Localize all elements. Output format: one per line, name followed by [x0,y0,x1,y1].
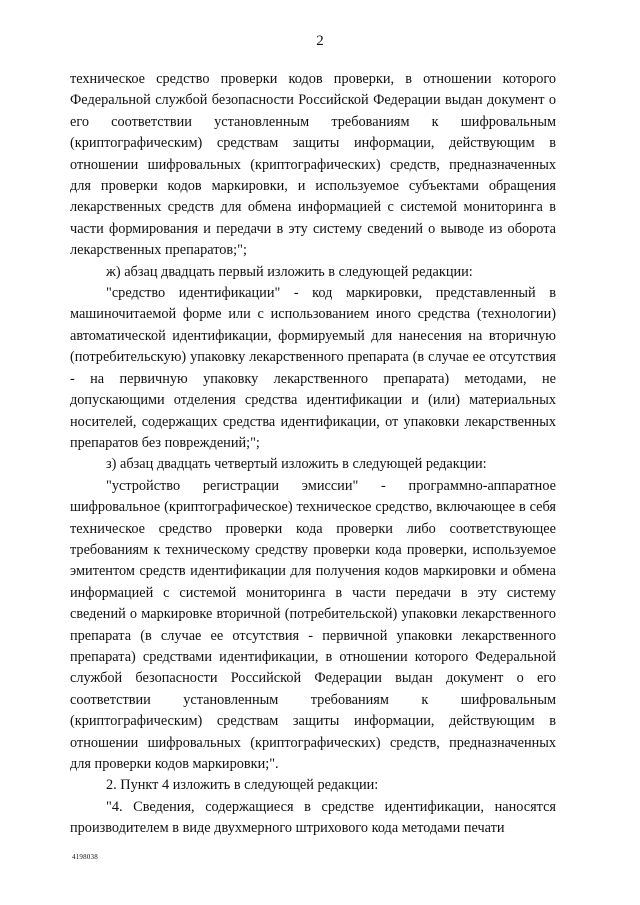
paragraph-point-2: 2. Пункт 4 изложить в следующей редакции: [106,777,379,794]
paragraph-point-4-text: "4. Сведения, содержащиеся в средстве идентификации, наносятся производителем в виде двухмерного штрихового кода методами печати [70,798,556,837]
paragraph-continuation: техническое средство проверки кодов проверки, в отношении которого Федеральной службой безопасности Российской Федерации выдан документ о его соответствии установленным требованиям к шифровальным (криптографическим) средствам защиты информации, действующим в отношении шифровальных (криптографических) средств, предназначенных для проверки кодов маркировки, и используемое субъектами обращения лекарственных средств для обмена информацией с системой мониторинга в части формирования и передачи в эту систему сведений о выводе из оборота лекарственных препаратов;"; [70,71,556,259]
document-body [70,69,556,840]
page-number: 2 [316,33,324,49]
paragraph-amendment-z: з) абзац двадцать четвертый изложить в следующей редакции: [106,456,487,473]
document-code: 4198038 [72,853,98,861]
paragraph-definition-identification-means: "средство идентификации" - код маркировки, представленный в машиночитаемой форме или с использованием иного средства (технологии) автоматической идентификации, формируемый для нанесения на вторичную (потребительскую) упаковку лекарственного препарата (в случае ее отсутствия - на первичную упаковку лекарственного препарата) методами, не допускающими отделения средства идентификации и (или) материальных носителей, содержащих средства идентификации, от упаковки лекарственных препаратов без повреждений;"; [70,285,556,451]
paragraph-amendment-zh: ж) абзац двадцать первый изложить в следующей редакции: [106,263,473,280]
paragraph-definition-emission-device: "устройство регистрации эмиссии" - программно-аппаратное шифровальное (криптографическое) техническое средство, включающее в себя техническое средство проверки кода проверки либо соответствующее требованиям к техническому средству проверки кода проверки, используемое эмитентом средств идентификации для получения кодов маркировки и обмена информацией с системой мониторинга в части передачи в эту систему сведений о маркировке вторичной (потребительской) упаковки лекарственного препарата (в случае ее отсутствия - первичной упаковки лекарственного препарата) средствами идентификации, в отношении которого Федеральной службой безопасности Российской Федерации выдан документ о его соответствии установленным требованиям к шифровальным (криптографическим) средствам защиты информации, действующим в отношении шифровальных (криптографических) средств, предназначенных для проверки кодов маркировки;". [70,477,556,772]
